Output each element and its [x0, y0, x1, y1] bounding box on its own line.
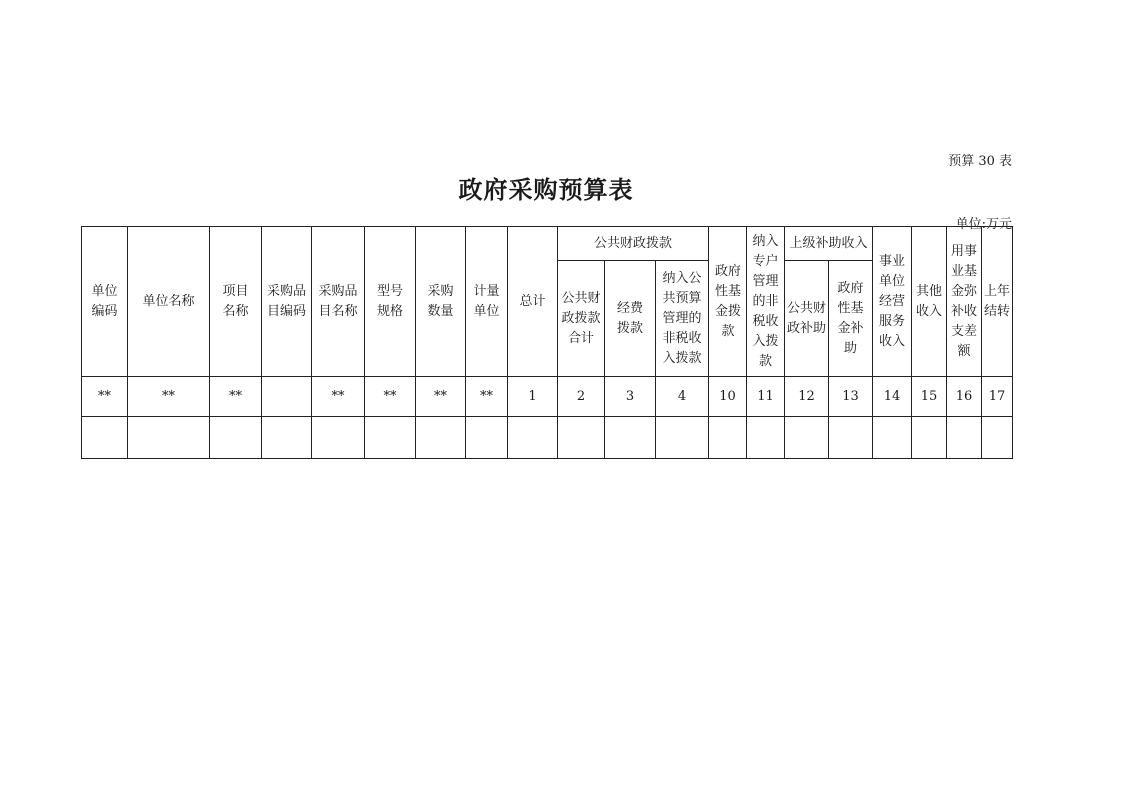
table-cell [466, 417, 508, 459]
header-gov-fund: 政府性基金拨款 [709, 227, 747, 377]
header-total: 总计 [508, 227, 558, 377]
index-row [82, 377, 1013, 417]
table-cell [558, 417, 605, 459]
index-cell: ** [365, 377, 416, 417]
table-cell [785, 417, 829, 459]
header-operating-funds: 经费拨款 [605, 261, 656, 377]
index-cell: 15 [912, 377, 947, 417]
header-carryover: 上年结转 [982, 227, 1013, 377]
index-cell: 12 [785, 377, 829, 417]
index-cell: ** [466, 377, 508, 417]
header-nontax-public: 纳入公共预算管理的非税收入拨款 [656, 261, 709, 377]
index-cell: 4 [656, 377, 709, 417]
table-row [82, 417, 1013, 459]
index-cell: 3 [605, 377, 656, 417]
table-cell [416, 417, 466, 459]
header-pf-subsidy: 公共财政补助 [785, 261, 829, 377]
header-business-income: 事业单位经营服务收入 [873, 227, 912, 377]
header-model: 型号规格 [365, 227, 416, 377]
index-cell: 1 [508, 377, 558, 417]
table-cell [947, 417, 982, 459]
form-number: 预算 30 表 [948, 154, 1012, 169]
table-cell [829, 417, 873, 459]
index-cell: ** [416, 377, 466, 417]
header-unit-name: 单位名称 [128, 227, 210, 377]
index-cell: 2 [558, 377, 605, 417]
index-cell: 16 [947, 377, 982, 417]
budget-table [81, 226, 1013, 459]
table-cell [365, 417, 416, 459]
header-measure-unit: 计量单位 [466, 227, 508, 377]
header-quantity: 采购数量 [416, 227, 466, 377]
table-cell [747, 417, 785, 459]
index-cell [262, 377, 312, 417]
header-item-code: 采购品目编码 [262, 227, 312, 377]
header-fund-makeup: 用事业基金弥补收支差额 [947, 227, 982, 377]
table-cell [656, 417, 709, 459]
unit-label: 单位:万元 [955, 217, 1012, 232]
header-unit-code: 单位编码 [82, 227, 128, 377]
table-cell [709, 417, 747, 459]
header-nontax-special: 纳入专户管理的非税收入拨款 [747, 227, 785, 377]
table-cell [262, 417, 312, 459]
table-cell [128, 417, 210, 459]
index-cell: ** [128, 377, 210, 417]
header-superior-subsidy: 上级补助收入 [785, 227, 873, 261]
table-cell [312, 417, 365, 459]
table-cell [982, 417, 1013, 459]
index-cell: 13 [829, 377, 873, 417]
header-pf-total: 公共财政拨款合计 [558, 261, 605, 377]
table-cell [605, 417, 656, 459]
table-cell [873, 417, 912, 459]
index-cell: 17 [982, 377, 1013, 417]
table-cell [210, 417, 262, 459]
index-cell: 10 [709, 377, 747, 417]
index-cell: ** [210, 377, 262, 417]
table-cell [508, 417, 558, 459]
header-other-income: 其他收入 [912, 227, 947, 377]
table-cell [82, 417, 128, 459]
index-cell: ** [82, 377, 128, 417]
header-project-name: 项目名称 [210, 227, 262, 377]
header-gf-subsidy: 政府性基金补助 [829, 261, 873, 377]
page-title: 政府采购预算表 [458, 175, 634, 204]
header-public-finance: 公共财政拨款 [558, 227, 709, 261]
index-cell: 11 [747, 377, 785, 417]
index-cell: 14 [873, 377, 912, 417]
index-cell: ** [312, 377, 365, 417]
header-item-name: 采购品目名称 [312, 227, 365, 377]
table-cell [912, 417, 947, 459]
